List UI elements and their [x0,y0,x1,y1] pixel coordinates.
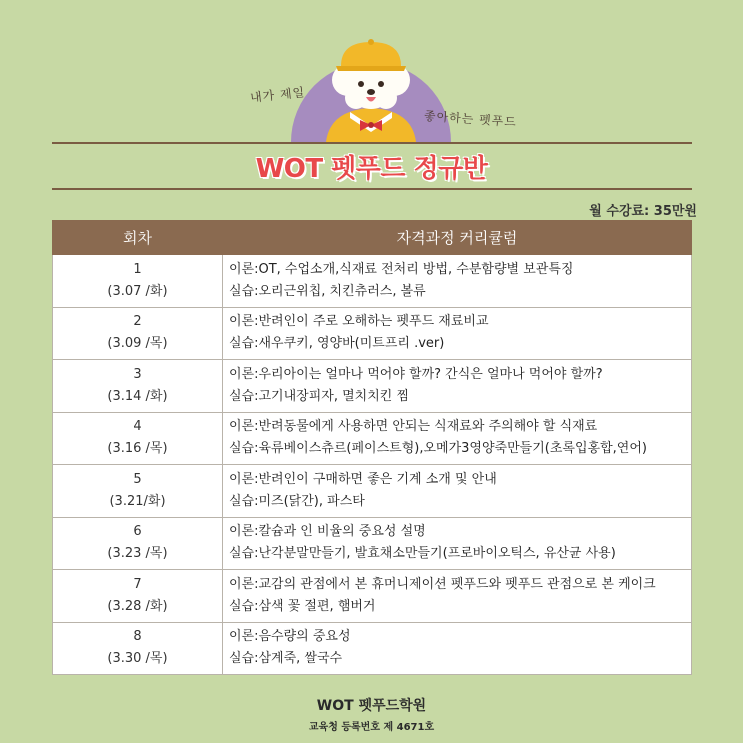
curriculum-cell [223,570,692,623]
curriculum-column-header: 자격과정 커리큘럼 [223,221,692,255]
practice-text: 실습:미즈(닭간), 파스타 [229,493,365,509]
theory-text: 이론:교감의 관점에서 본 휴머니제이션 펫푸드와 펫푸드 관점으로 본 케이크 [229,576,656,592]
practice-text: 실습:육류베이스츄르(페이스트형),오메가3영양죽만들기(초록입홍합,연어) [229,441,647,457]
monthly-fee: 월 수강료: 35만원 [589,204,697,219]
table-row [53,622,692,675]
tagline-right: 좋아하는 펫푸드 [423,108,518,130]
session-date: (3.14 /화) [107,388,168,404]
session-cell [53,255,223,308]
practice-text: 실습:새우쿠키, 영양바(미트프리 .ver) [229,336,445,352]
session-number: 4 [133,419,142,435]
theory-text: 이론:반려동물에게 사용하면 안되는 식재료와 주의해야 할 식재료 [229,419,598,435]
academy-name: WOT 펫푸드학원 [316,698,427,714]
session-number: 7 [133,576,142,592]
table-row [53,360,692,413]
registration-number: 교육청 등록번호 제 4671호 [308,722,435,733]
table-row [53,412,692,465]
session-cell [53,517,223,570]
session-date: (3.30 /목) [107,651,168,667]
theory-text: 이론:반려인이 주로 오해하는 펫푸드 재료비교 [229,314,489,330]
session-date: (3.23 /목) [107,546,168,562]
session-number: 2 [133,314,142,330]
session-date: (3.09 /목) [107,336,168,352]
session-cell [53,622,223,675]
session-date: (3.28 /화) [107,598,168,614]
session-number: 1 [133,261,142,277]
practice-text: 실습:난각분말만들기, 발효채소만들기(프로바이오틱스, 유산균 사용) [229,546,616,562]
practice-text: 실습:삼색 꽃 절편, 햄버거 [229,598,376,614]
table-header-row [53,221,692,255]
session-number: 3 [133,366,142,382]
practice-text: 실습:삼계죽, 쌀국수 [229,651,343,667]
title-divider-top [52,142,692,144]
session-cell [53,307,223,360]
curriculum-cell [223,307,692,360]
session-date: (3.07 /화) [107,283,168,299]
table-row [53,307,692,360]
table-row [53,255,692,308]
session-cell [53,570,223,623]
practice-text: 실습:고기내장피자, 멸치치킨 찜 [229,388,410,404]
session-date: (3.16 /목) [107,441,168,457]
theory-text: 이론:우리아이는 얼마나 먹어야 할까? 간식은 얼마나 먹어야 할까? [229,366,603,382]
curriculum-cell [223,255,692,308]
practice-text: 실습:오리근위칩, 치킨츄러스, 볼류 [229,283,426,299]
session-number: 8 [133,629,142,645]
theory-text: 이론:OT, 수업소개,식재료 전처리 방법, 수분함량별 보관특징 [229,261,574,277]
theory-text: 이론:반려인이 구매하면 좋은 기계 소개 및 안내 [229,471,497,487]
session-number: 5 [133,471,142,487]
session-date: (3.21/화) [109,493,166,509]
curriculum-table [52,220,692,675]
table-row [53,465,692,518]
table-row [53,517,692,570]
session-cell [53,412,223,465]
session-number: 6 [133,524,142,540]
curriculum-cell [223,412,692,465]
theory-text: 이론:칼슘과 인 비율의 중요성 설명 [229,524,426,540]
table-row [53,570,692,623]
curriculum-cell [223,465,692,518]
session-cell [53,465,223,518]
session-cell [53,360,223,413]
curriculum-cell [223,622,692,675]
curriculum-cell [223,517,692,570]
session-column-header: 회차 [53,221,223,255]
tagline-left: 내가 제일 [249,85,306,105]
puppy-illustration [0,0,743,145]
title-divider-bottom [52,188,692,190]
curriculum-cell [223,360,692,413]
page-title: WOT 펫푸드 정규반 [255,154,488,184]
theory-text: 이론:음수량의 중요성 [229,629,351,645]
